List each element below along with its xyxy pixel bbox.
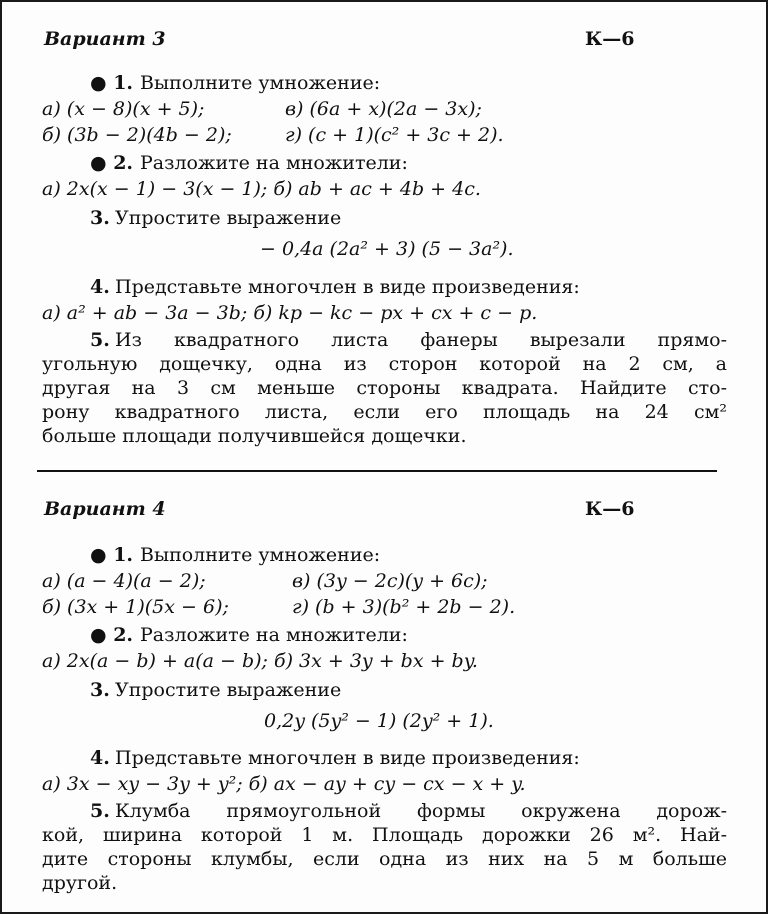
v3-task1-v: в) (6a + x)(2a − 3x); [285,98,482,120]
v4-task5-number: 5. [90,800,110,822]
v4-task4-text: Представьте многочлен в виде произведения: [115,747,580,769]
variant-4-code: К—6 [585,498,635,520]
v4-task1-a: а) (a − 4)(a − 2); [42,570,206,592]
v3-task5-line-3: другая на 3 см меньше стороны квадрата. Найдите сто- [42,377,727,399]
v3-task1-g: г) (c + 1)(c² + 3c + 2). [285,124,504,146]
v3-task2-line: а) 2x(x − 1) − 3(x − 1); б) ab + ac + 4b + 4c. [42,178,481,200]
v3-task3-expression: − 0,4a (2a² + 3) (5 − 3a²). [260,238,514,260]
v3-task4-line: а) a² + ab − 3a − 3b; б) kp − kc − px + cx + c − p. [42,302,538,324]
v3-task4-text: Представьте многочлен в виде произведения: [115,276,580,298]
v4-task2-number: ● 2. [90,624,134,646]
variant-3-code: К—6 [585,28,635,50]
v4-task3-number: 3. [90,679,110,701]
v3-task5-line-2: угольную дощечку, одна из сторон которой на 2 см, а [42,353,727,375]
v4-task4-line: а) 3x − xy − 3y + y²; б) ax − ay + cy − cx − x + y. [42,773,526,795]
v4-task5-line-2: кой, ширина которой 1 м. Площадь дорожки 26 м². Най- [42,824,727,846]
v3-task3-text: Упростите выражение [115,207,342,229]
section-divider [37,470,717,472]
v3-task3-number: 3. [90,207,110,229]
v3-task1-a: а) (x − 8)(x + 5); [42,98,205,120]
v4-task5-line-1: Клумба прямоугольной формы окружена дорож- [115,800,727,822]
v4-task1-number: ● 1. [90,544,134,566]
v4-task3-text: Упростите выражение [115,679,342,701]
v4-task1-g: г) (b + 3)(b² + 2b − 2). [292,596,516,618]
v3-task1-text: Выполните умножение: [140,72,381,94]
v3-task5-line-1: Из квадратного листа фанеры вырезали прямо- [115,329,727,351]
v3-task1-b: б) (3b − 2)(4b − 2); [42,124,232,146]
v4-task3-expression: 0,2y (5y² − 1) (2y² + 1). [264,710,494,732]
v4-task4-number: 4. [90,747,110,769]
variant-4-title: Вариант 4 [44,498,166,520]
v3-task5-line-5: больше площади получившейся дощечки. [42,425,467,447]
variant-3-title: Вариант 3 [44,28,166,50]
v3-task5-number: 5. [90,329,110,351]
v4-task5-line-3: дите стороны клумбы, если одна из них на 5 м больше [42,848,727,870]
v4-task1-b: б) (3x + 1)(5x − 6); [42,596,229,618]
v3-task4-number: 4. [90,276,110,298]
v3-task2-number: ● 2. [90,152,134,174]
v4-task2-text: Разложите на множители: [140,624,408,646]
v3-task1-number: ● 1. [90,72,134,94]
v4-task5-line-4: другой. [42,872,118,894]
v4-task1-v: в) (3y − 2c)(y + 6c); [292,570,488,592]
v3-task5-line-4: рону квадратного листа, если его площадь на 24 см² [42,401,727,423]
v3-task2-text: Разложите на множители: [140,152,408,174]
v4-task2-line: а) 2x(a − b) + a(a − b); б) 3x + 3y + bx + by. [42,650,478,672]
v4-task1-text: Выполните умножение: [140,544,381,566]
